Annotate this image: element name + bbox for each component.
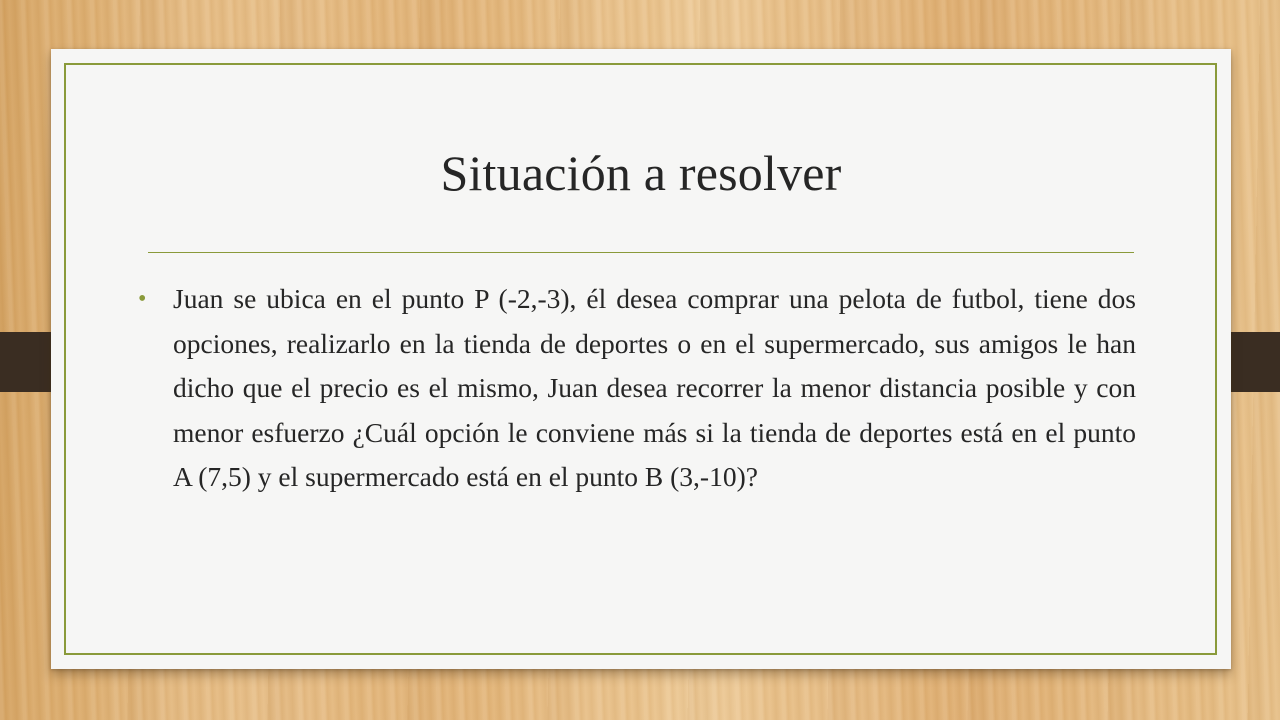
bullet-icon: • [138, 286, 147, 312]
problem-statement: Juan se ubica en el punto P (-2,-3), él desea comprar una pelota de futbol, tiene dos opciones, realizarlo en la tienda de deportes o en el supermercado, sus amigos le han dicho que el precio es el mismo, Juan desea recorrer la menor distancia posible y con menor esfuerzo ¿Cuál opción le conviene más si la tienda de deportes está en el punto A (7,5) y el supermercado está en el punto B (3,-10)? [173, 283, 1136, 492]
slide-title: Situación a resolver [440, 145, 842, 201]
slide-card [51, 49, 1231, 669]
title-divider [148, 252, 1134, 253]
bullet-list-item [138, 277, 1136, 500]
